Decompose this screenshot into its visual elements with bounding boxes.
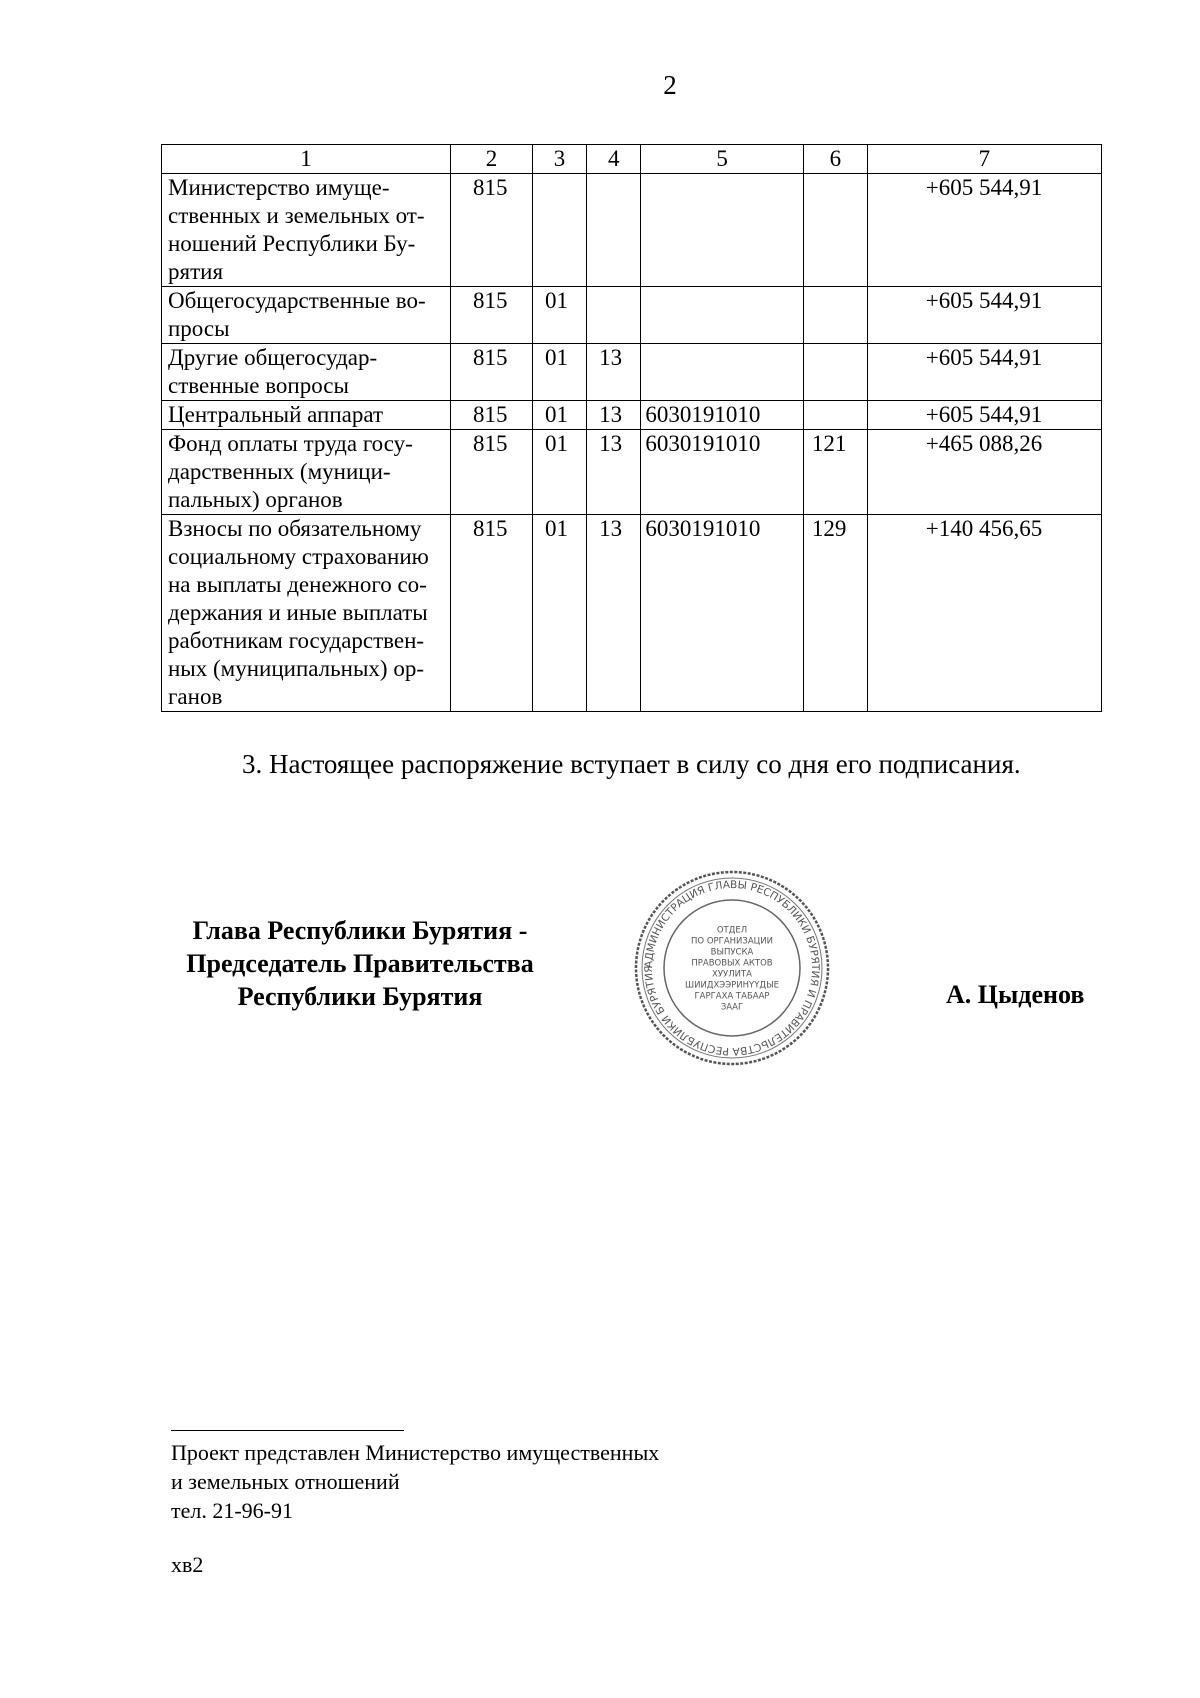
row-code-cell: 815 (451, 287, 533, 344)
row-name-cell: Фонд оплаты труда госу- дарственных (муници- пальных) органов (162, 430, 451, 515)
row-code-cell: 815 (451, 174, 533, 287)
signer-title-line: Республики Бурятия (237, 982, 483, 1011)
seal-center-line: ШИИДХЭЭРИНҮҮДЫЕ (685, 980, 779, 991)
budget-table (161, 144, 1102, 712)
row-code-cell: 815 (451, 515, 533, 712)
footnote-divider (171, 1430, 404, 1431)
row-section-cell: 01 (532, 430, 586, 515)
row-sum-cell: +605 544,91 (867, 401, 1101, 430)
row-section-cell (532, 174, 586, 287)
signer-title-line: Глава Республики Бурятия - (192, 916, 528, 945)
row-section-cell: 01 (532, 401, 586, 430)
footnote-line: Проект представлен Министерство имущественных (171, 1440, 660, 1465)
table-row (162, 287, 1102, 344)
row-subsection-cell: 13 (587, 515, 641, 712)
row-sum-cell: +605 544,91 (867, 287, 1101, 344)
seal-center-line: ПРАВОВЫХ АКТОВ (691, 958, 773, 969)
seal-center-line: ГАРГАХА ТАБААР (694, 991, 770, 1002)
row-csr-cell (641, 344, 804, 401)
row-csr-cell: 6030191010 (641, 430, 804, 515)
row-vr-cell (803, 344, 867, 401)
clause-text: 3. Настоящее распоряжение вступает в силу со дня его подписания. (242, 749, 1021, 779)
row-vr-cell (803, 287, 867, 344)
row-code-cell: 815 (451, 401, 533, 430)
row-vr-cell: 121 (803, 430, 867, 515)
row-sum-cell: +605 544,91 (867, 344, 1101, 401)
row-name-cell: Министерство имуще- ственных и земельных от- ношений Республики Бу- рятия (162, 174, 451, 287)
seal-center-line: ОТДЕЛ (716, 925, 748, 936)
seal-center-line: ЗААГ (720, 1002, 744, 1013)
row-csr-cell (641, 174, 804, 287)
row-csr-cell: 6030191010 (641, 515, 804, 712)
row-section-cell: 01 (532, 344, 586, 401)
row-vr-cell (803, 174, 867, 287)
row-csr-cell: 6030191010 (641, 401, 804, 430)
row-code-cell: 815 (451, 430, 533, 515)
footnote (171, 1438, 659, 1525)
row-subsection-cell: 13 (587, 401, 641, 430)
page-number: 2 (663, 70, 677, 100)
row-sum-cell: +465 088,26 (867, 430, 1101, 515)
table-header-cell: 5 (641, 145, 804, 174)
row-csr-cell (641, 287, 804, 344)
table-header-cell: 7 (867, 145, 1101, 174)
table-body (162, 174, 1102, 712)
table-header-cell: 3 (532, 145, 586, 174)
table-row (162, 344, 1102, 401)
table-row (162, 430, 1102, 515)
row-name-cell: Взносы по обязательному социальному страхованию на выплаты денежного со- держания и иные выплаты работникам государствен- ных (муниципальных) ор- ганов (162, 515, 451, 712)
row-subsection-cell (587, 174, 641, 287)
document-code: хв2 (171, 1552, 204, 1577)
footnote-line: тел. 21-96-91 (171, 1498, 294, 1523)
table-header-cell: 2 (451, 145, 533, 174)
table-row (162, 174, 1102, 287)
row-sum-cell: +605 544,91 (867, 174, 1101, 287)
row-name-cell: Другие общегосудар- ственные вопросы (162, 344, 451, 401)
seal-center-line: ПО ОРГАНИЗАЦИИ (691, 936, 773, 947)
seal-stamp-icon (632, 868, 832, 1068)
row-subsection-cell: 13 (587, 344, 641, 401)
table-header-row (162, 145, 1102, 174)
seal-ring-text: АДМИНИСТРАЦИЯ ГЛАВЫ РЕСПУБЛИКИ БУРЯТИЯ И ПРАВИТЕЛЬСТВА РЕСПУБЛИКИ БУРЯТИЯ (642, 878, 822, 1058)
seal-center-line: ВЫПУСКА (710, 947, 754, 958)
row-sum-cell: +140 456,65 (867, 515, 1101, 712)
row-subsection-cell: 13 (587, 430, 641, 515)
seal-center-line: ХУУЛИТА (712, 969, 752, 980)
table-row (162, 515, 1102, 712)
row-name-cell: Общегосударственные во- просы (162, 287, 451, 344)
table-header-cell: 4 (587, 145, 641, 174)
row-name-cell: Центральный аппарат (162, 401, 451, 430)
row-subsection-cell (587, 287, 641, 344)
row-code-cell: 815 (451, 344, 533, 401)
row-vr-cell (803, 401, 867, 430)
row-vr-cell: 129 (803, 515, 867, 712)
signer-name: А. Цыденов (946, 980, 1085, 1009)
table-header-cell: 1 (162, 145, 451, 174)
footnote-line: и земельных отношений (171, 1469, 400, 1494)
table-header-cell: 6 (803, 145, 867, 174)
signer-title (170, 914, 550, 1013)
signer-title-line: Председатель Правительства (186, 949, 534, 978)
row-section-cell: 01 (532, 287, 586, 344)
row-section-cell: 01 (532, 515, 586, 712)
table-row (162, 401, 1102, 430)
